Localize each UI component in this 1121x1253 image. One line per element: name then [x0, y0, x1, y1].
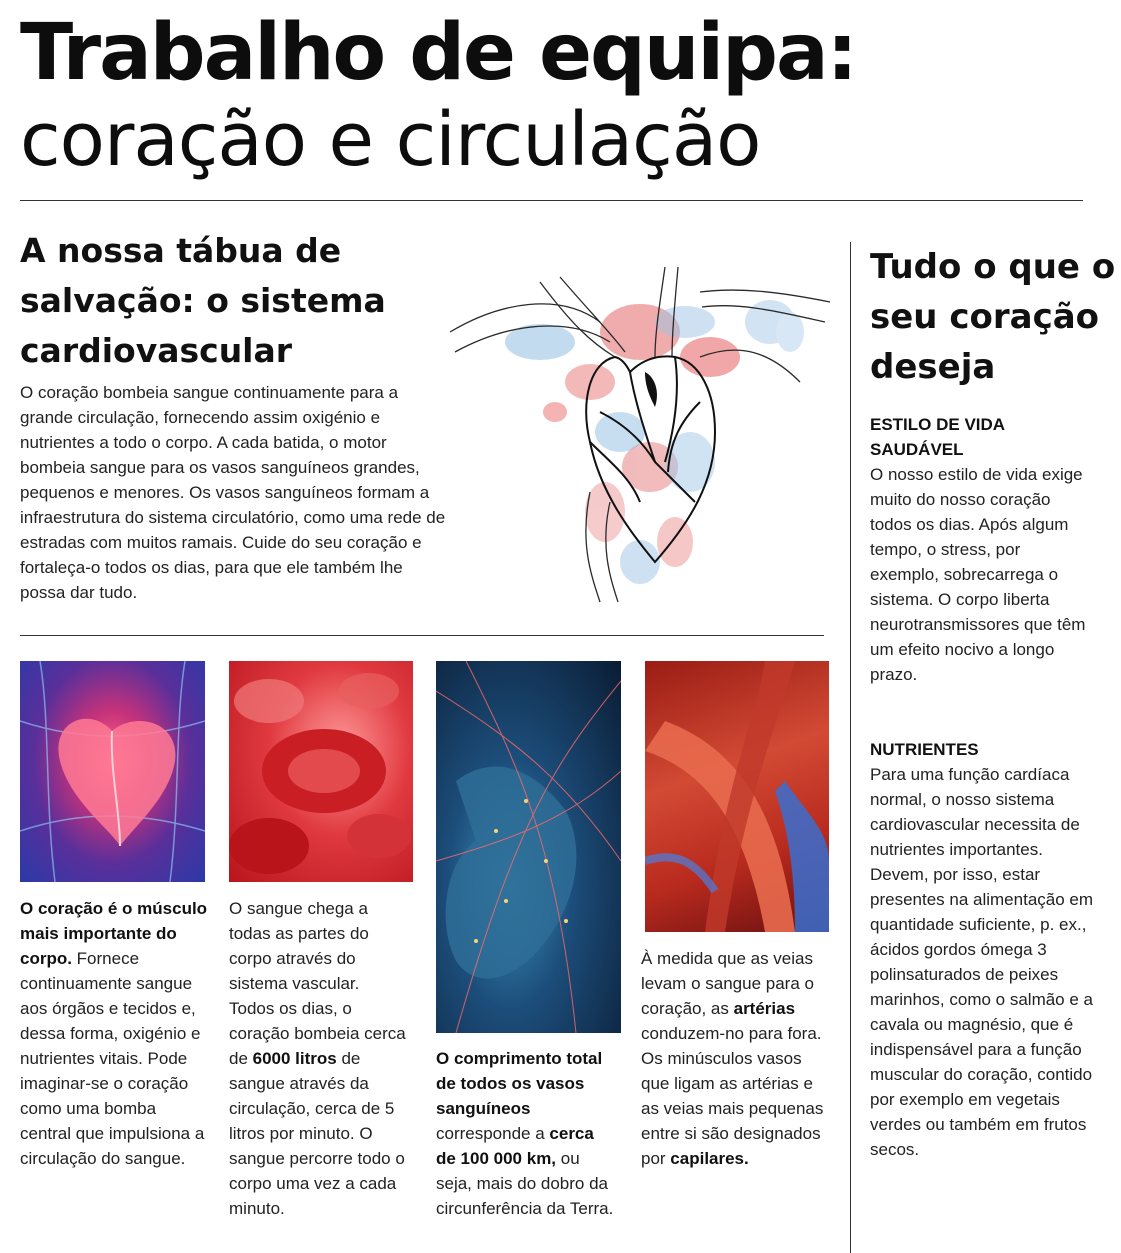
caption-text: À medida que as veias levam o sangue para o coração, as	[641, 949, 814, 1018]
sidebar-section-body: O nosso estilo de vida exige muito do nosso coração todos os dias. Após algum tempo, o stress, por exemplo, sobrecarrega o sistema. O corpo liberta neurotransmissores que têm um efeito nocivo a longo prazo.	[870, 465, 1086, 684]
card-caption-vessels	[436, 1046, 618, 1221]
blood-vessels-photo	[645, 661, 829, 932]
card-caption-blood	[229, 896, 409, 1221]
caption-bold: O coração é o músculo mais importante do corpo.	[20, 899, 208, 968]
caption-bold: cerca de 100 000 km,	[436, 1124, 594, 1168]
title-line-2: coração e circulação	[20, 97, 761, 183]
sidebar-section-body: Para uma função cardíaca normal, o nosso sistema cardiovascular necessita de nutrientes importantes. Devem, por isso, estar presentes na alimentação em quantidade suficiente, p. ex., ácidos gordos ómega 3 polinsaturados de peixes marinhos, como o salmão e a cavala ou magnésio, que é indispensável para a função muscular do coração, contido por exemplo em vegetais verdes ou também em frutos secos.	[870, 765, 1094, 1159]
caption-text: ou seja, mais do dobro da circunferência da Terra.	[436, 1149, 614, 1218]
caption-text: Fornece continuamente sangue aos órgãos e tecidos e, dessa forma, oxigénio e nutrientes vitais. Pode imaginar-se o coração como uma bomba central que impulsiona a circulação do sangue.	[20, 949, 205, 1168]
caption-bold: 6000 litros	[252, 1049, 337, 1068]
caption-bold: capilares.	[670, 1149, 749, 1168]
heart-xray-photo	[20, 661, 205, 882]
card-caption-arteries	[641, 946, 831, 1171]
caption-text: conduzem-no para fora. Os minúsculos vasos que ligam as artérias e as veias mais pequenas entre si são designados por	[641, 1024, 824, 1168]
caption-text: O sangue chega a todas as partes do corpo através do sistema vascular. Todos os dias, o coração bombeia cerca de	[229, 899, 406, 1068]
heart-illustration	[440, 262, 835, 607]
caption-text: de sangue através da circulação, cerca de 5 litros por minuto. O sangue percorre todo o corpo uma vez a cada minuto.	[229, 1049, 405, 1218]
intro-body: O coração bombeia sangue continuamente para a grande circulação, fornecendo assim oxigénio e nutrientes a todo o corpo. A cada batida, o motor bombeia sangue para os vasos sanguíneos grandes, pequenos e menores. Os vasos sanguíneos formam a infraestrutura do sistema circulatório, como uma rede de estradas com muitos ramais. Cuide do seu coração e fortaleça-o todos os dias, para que ele também lhe possa dar tudo.	[20, 383, 446, 602]
intro-heading: A nossa tábua de salvação: o sistema cardiovascular	[20, 231, 386, 370]
section-divider	[20, 635, 824, 636]
card-caption-heart	[20, 896, 210, 1171]
sidebar-section-heading: NUTRIENTES	[870, 740, 979, 759]
sidebar-heading: Tudo o que o seu coração deseja	[870, 247, 1116, 387]
caption-bold: artérias	[733, 999, 796, 1018]
sidebar-section-heading: ESTILO DE VIDA SAUDÁVEL	[870, 415, 1005, 459]
caption-bold: O comprimento total de todos os vasos sanguíneos	[436, 1049, 603, 1118]
top-divider	[20, 200, 1083, 201]
red-blood-cells-photo	[229, 661, 413, 882]
sidebar-divider	[850, 242, 851, 1253]
earth-network-photo	[436, 661, 621, 1033]
caption-text: corresponde a	[436, 1124, 550, 1143]
title-line-1: Trabalho de equipa:	[20, 8, 856, 98]
